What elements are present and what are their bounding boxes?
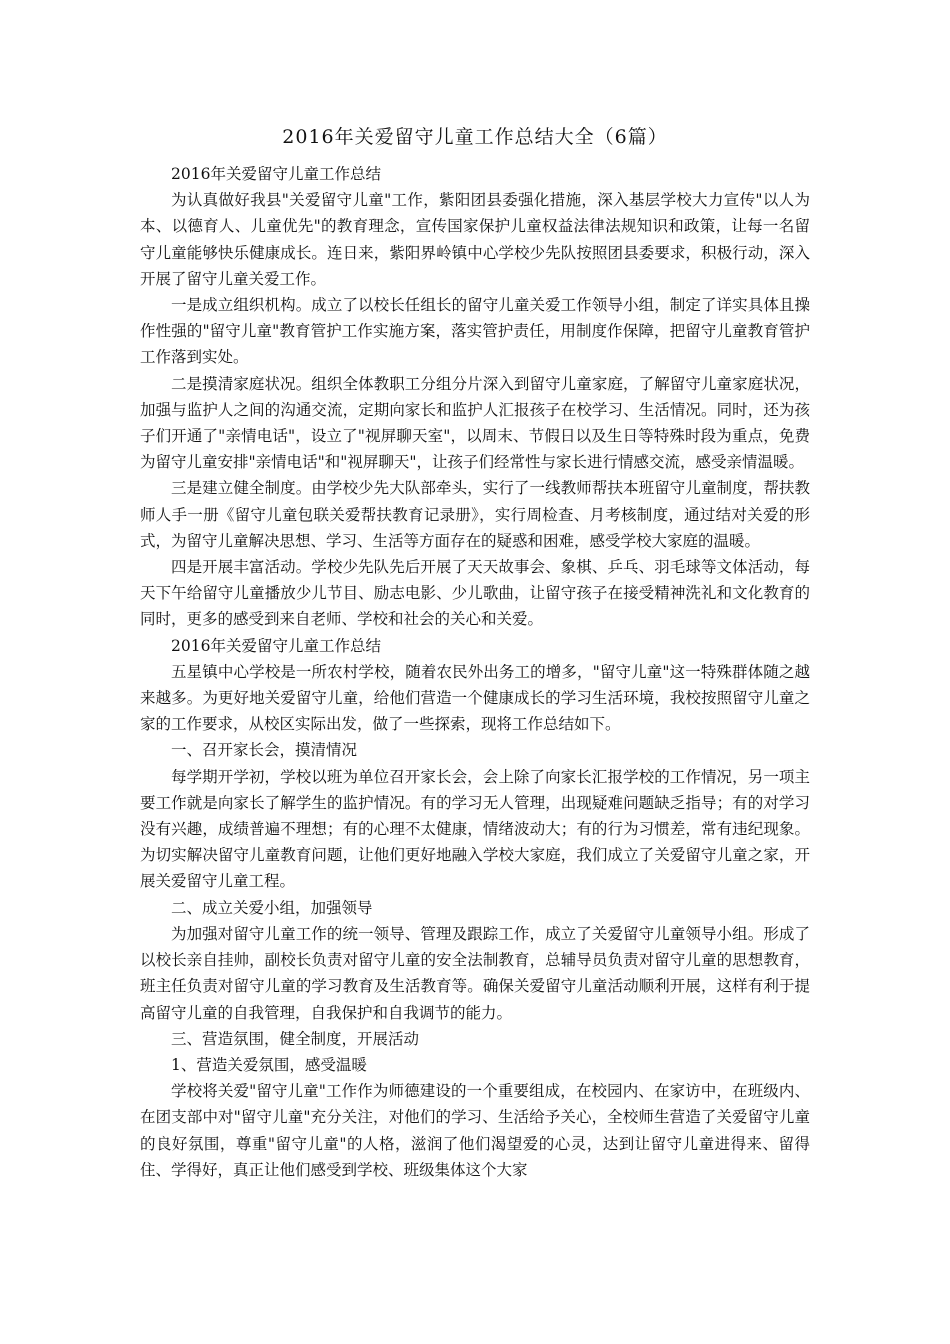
paragraph: 四是开展丰富活动。学校少先队先后开展了天天故事会、象棋、乒乓、羽毛球等文体活动，每天下午给留守儿童播放少儿节目、励志电影、少儿歌曲，让留守孩子在接受精神洗礼和文化教育的同时，更多的感受到来自老师、学校和社会的关心和关爱。 xyxy=(140,558,810,629)
paragraph: 为加强对留守儿童工作的统一领导、管理及跟踪工作，成立了关爱留守儿童领导小组。形成了以校长亲自挂帅，副校长负责对留守儿童的安全法制教育，总辅导员负责对留守儿童的思想教育，班主任负责对留守儿童的学习教育及生活教育等。确保关爱留守儿童活动顺利开展，这样有利于提高留守儿童的自我管理，自我保护和自我调节的能力。 xyxy=(140,924,810,1022)
subsection-heading: 二、成立关爱小组，加强领导 xyxy=(171,898,373,917)
paragraph: 每学期开学初，学校以班为单位召开家长会，会上除了向家长汇报学校的工作情况，另一项主要工作就是向家长了解学生的监护情况。有的学习无人管理，出现疑难问题缺乏指导；有的对学习没有兴趣，成绩普遍不理想；有的心理不太健康，情绪波动大；有的行为习惯差，常有违纪现象。为切实解决留守儿童教育问题，让他们更好地融入学校大家庭，我们成立了关爱留守儿童之家，开展关爱留守儿童工程。 xyxy=(140,767,810,891)
subsection-heading: 1、营造关爱氛围，感受温暖 xyxy=(171,1055,367,1074)
subsection-heading: 三、营造氛围，健全制度，开展活动 xyxy=(171,1029,420,1048)
paragraph: 为认真做好我县"关爱留守儿童"工作，紫阳团县委强化措施，深入基层学校大力宣传"以人为本、以德育人、儿童优先"的教育理念，宣传国家保护儿童权益法律法规知识和政策，让每一名留守儿童能够快乐健康成长。连日来，紫阳界岭镇中心学校少先队按照团县委要求，积极行动，深入开展了留守儿童关爱工作。 xyxy=(140,191,810,288)
paragraph: 三是建立健全制度。由学校少先大队部牵头，实行了一线教师帮扶本班留守儿童制度，帮扶教师人手一册《留守儿童包联关爱帮扶教育记录册》，实行周检查、月考核制度，通过结对关爱的形式，为留守儿童解决思想、学习、生活等方面存在的疑惑和困难，感受学校大家庭的温暖。 xyxy=(140,479,810,550)
subsection-heading: 一、召开家长会，摸清情况 xyxy=(171,741,358,760)
document-body xyxy=(140,161,810,1183)
section-heading: 2016年关爱留守儿童工作总结 xyxy=(171,636,381,655)
document-title: 2016年关爱留守儿童工作总结大全（6篇） xyxy=(282,126,668,148)
paragraph: 二是摸清家庭状况。组织全体教职工分组分片深入到留守儿童家庭，了解留守儿童家庭状况，加强与监护人之间的沟通交流，定期向家长和监护人汇报孩子在校学习、生活情况。同时，还为孩子们开通了"亲情电话"，设立了"视屏聊天室"，以周末、节假日以及生日等特殊时段为重点，免费为留守儿童安排"亲情电话"和"视屏聊天"，让孩子们经常性与家长进行情感交流，感受亲情温暖。 xyxy=(140,374,810,472)
paragraph: 五星镇中心学校是一所农村学校，随着农民外出务工的增多，"留守儿童"这一特殊群体随之越来越多。为更好地关爱留守儿童，给他们营造一个健康成长的学习生活环境，我校按照留守儿童之家的工作要求，从校区实际出发，做了一些探索，现将工作总结如下。 xyxy=(140,662,810,734)
paragraph: 学校将关爱"留守儿童"工作作为师德建设的一个重要组成，在校园内、在家访中，在班级内、在团支部中对"留守儿童"充分关注，对他们的学习、生活给予关心，全校师生营造了关爱留守儿童的良好氛围，尊重"留守儿童"的人格，滋润了他们渴望爱的心灵，达到让留守儿童进得来、留得住、学得好，真正让他们感受到学校、班级集体这个大家 xyxy=(140,1082,810,1179)
section-heading: 2016年关爱留守儿童工作总结 xyxy=(171,165,381,183)
paragraph: 一是成立组织机构。成立了以校长任组长的留守儿童关爱工作领导小组，制定了详实具体且操作性强的"留守儿童"教育管护工作实施方案，落实管护责任，用制度作保障，把留守儿童教育管护工作落到实处。 xyxy=(140,296,810,367)
